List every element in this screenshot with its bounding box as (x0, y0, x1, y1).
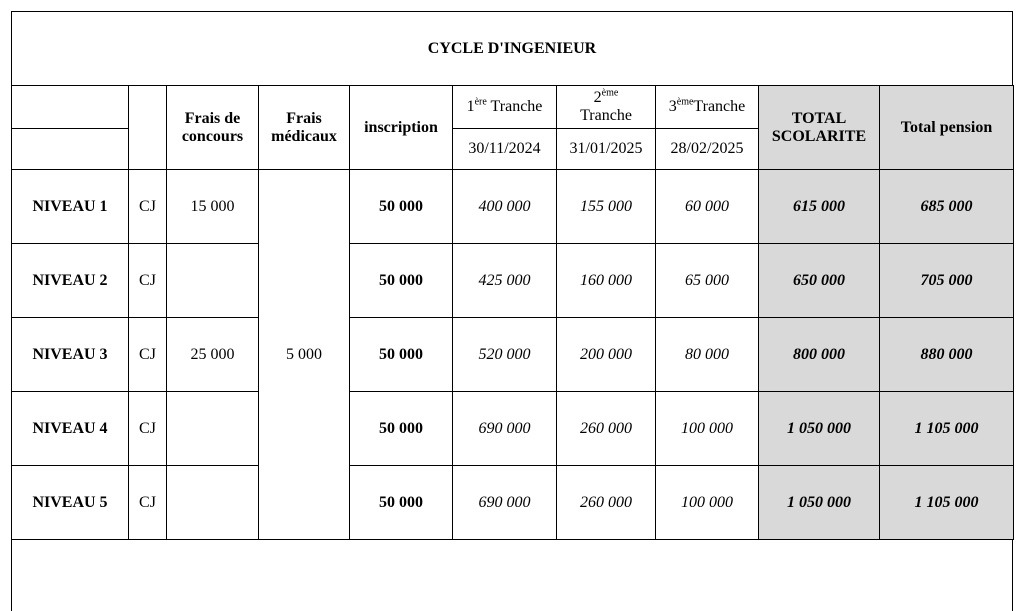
tranche-1-cell: 400 000 (453, 170, 557, 244)
header-inscription: inscription (350, 86, 453, 170)
header-total-scolarite: TOTAL SCOLARITE (759, 86, 880, 170)
code-cell: CJ (129, 392, 167, 466)
total-scolarite-cell: 1 050 000 (759, 466, 880, 540)
tranche-2-date: 31/01/2025 (557, 129, 656, 170)
code-cell: CJ (129, 466, 167, 540)
tranche-1-word: Tranche (490, 98, 543, 115)
tranche-3-sup: ème (676, 96, 694, 108)
concours-cell (167, 466, 259, 540)
tranche-1-cell: 520 000 (453, 318, 557, 392)
inscription-cell: 50 000 (350, 466, 453, 540)
tranche-2-cell: 260 000 (557, 392, 656, 466)
header-tranche-1 (453, 86, 557, 129)
niveau-label: NIVEAU 4 (12, 392, 129, 466)
tranche-3-cell: 100 000 (656, 466, 759, 540)
inscription-cell: 50 000 (350, 392, 453, 466)
tranche-3-cell: 80 000 (656, 318, 759, 392)
niveau-label: NIVEAU 1 (12, 170, 129, 244)
concours-cell: 25 000 (167, 318, 259, 392)
inscription-cell: 50 000 (350, 244, 453, 318)
header-empty-cell (12, 129, 129, 170)
tranche-2-cell: 200 000 (557, 318, 656, 392)
header-row (12, 86, 1014, 129)
code-cell: CJ (129, 318, 167, 392)
niveau-label: NIVEAU 5 (12, 466, 129, 540)
concours-cell (167, 244, 259, 318)
total-pension-cell: 1 105 000 (880, 466, 1014, 540)
total-scolarite-cell: 650 000 (759, 244, 880, 318)
header-tranche-2 (557, 86, 656, 129)
header-tranche-3 (656, 86, 759, 129)
tranche-2-word: Tranche (580, 107, 632, 124)
concours-cell (167, 392, 259, 466)
tranche-2-cell: 155 000 (557, 170, 656, 244)
tranche-3-cell: 60 000 (656, 170, 759, 244)
header-frais-concours: Frais de concours (167, 86, 259, 170)
header-total-pension: Total pension (880, 86, 1014, 170)
tranche-2-num: 2 (593, 89, 602, 106)
total-scolarite-cell: 1 050 000 (759, 392, 880, 466)
tranche-1-date: 30/11/2024 (453, 129, 557, 170)
total-pension-cell: 1 105 000 (880, 392, 1014, 466)
tranche-3-num: 3 (668, 98, 677, 115)
table-row (12, 466, 1014, 540)
header-empty-cell (12, 86, 129, 129)
code-cell: CJ (129, 244, 167, 318)
total-pension-cell: 880 000 (880, 318, 1014, 392)
total-scolarite-cell: 800 000 (759, 318, 880, 392)
niveau-label: NIVEAU 2 (12, 244, 129, 318)
tranche-3-cell: 65 000 (656, 244, 759, 318)
inscription-cell: 50 000 (350, 318, 453, 392)
header-frais-medicaux: Frais médicaux (259, 86, 350, 170)
concours-cell: 15 000 (167, 170, 259, 244)
tranche-3-word: Tranche (693, 98, 746, 115)
tranche-3-date: 28/02/2025 (656, 129, 759, 170)
tranche-1-cell: 690 000 (453, 392, 557, 466)
table-row (12, 244, 1014, 318)
total-scolarite-cell: 615 000 (759, 170, 880, 244)
tranche-1-num: 1 (466, 98, 475, 115)
header-empty-code-cell (129, 86, 167, 170)
fees-table (11, 85, 1014, 540)
tranche-2-cell: 160 000 (557, 244, 656, 318)
table-row (12, 318, 1014, 392)
page-title: CYCLE D'INGENIEUR (427, 39, 597, 57)
table-row (12, 170, 1014, 244)
tranche-1-sup: ère (474, 96, 487, 108)
niveau-label: NIVEAU 3 (12, 318, 129, 392)
total-pension-cell: 685 000 (880, 170, 1014, 244)
frais-medicaux-cell: 5 000 (259, 170, 350, 540)
tranche-3-cell: 100 000 (656, 392, 759, 466)
code-cell: CJ (129, 170, 167, 244)
tranche-2-cell: 260 000 (557, 466, 656, 540)
tranche-1-cell: 690 000 (453, 466, 557, 540)
tranche-1-cell: 425 000 (453, 244, 557, 318)
table-row (12, 392, 1014, 466)
inscription-cell: 50 000 (350, 170, 453, 244)
total-pension-cell: 705 000 (880, 244, 1014, 318)
tranche-2-sup: ème (601, 87, 619, 99)
